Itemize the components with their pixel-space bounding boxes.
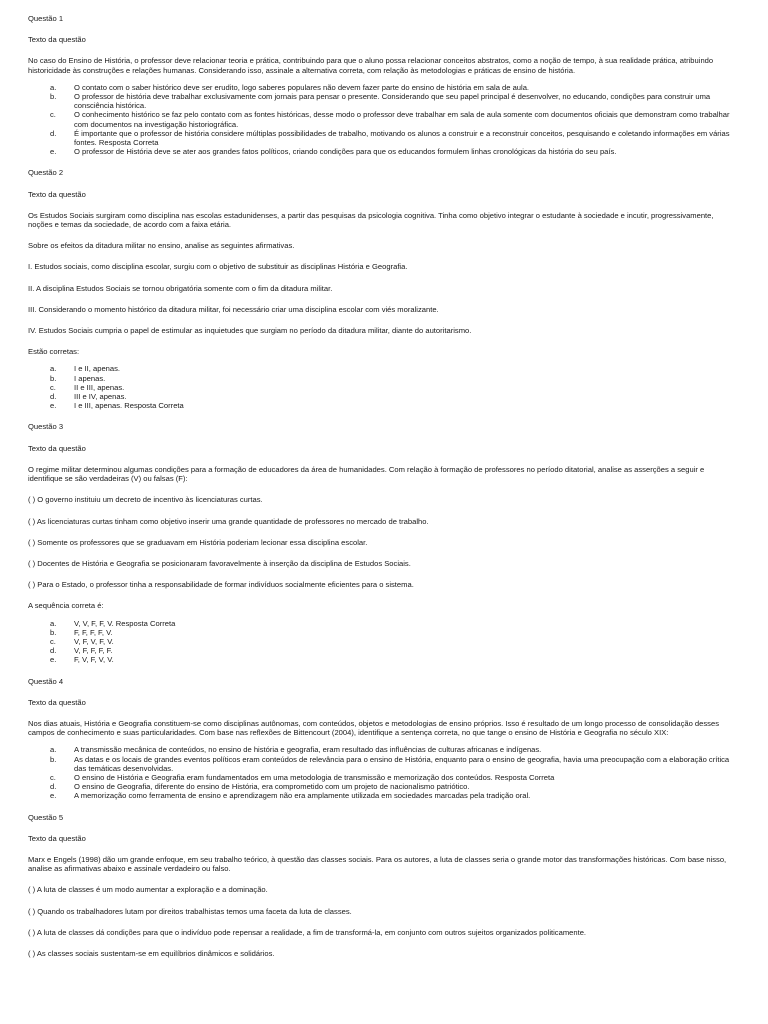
true-false-item: ( ) Quando os trabalhadores lutam por direitos trabalhistas temos uma faceta da luta de classes. — [28, 906, 352, 916]
answer-option — [28, 92, 740, 110]
true-false-item: ( ) Para o Estado, o professor tinha a responsabilidade de formar indivíduos socialmente eficientes para o sistema. — [28, 580, 414, 590]
question-text-label: Texto da questão — [28, 35, 86, 45]
affirmative-item: IV. Estudos Sociais cumpria o papel de estimular as inquietudes que surgiam no período da ditadura militar, diante do autoritarismo. — [28, 326, 472, 336]
option-text: O professor de história deve trabalhar exclusivamente com jornais para pensar o presente. Considerando que seu papel principal é desenvolver, no educando, condições para construir uma consciência histórica. — [74, 92, 711, 111]
option-letter: c. — [50, 110, 56, 120]
answer-option — [28, 147, 740, 156]
answer-options — [28, 745, 740, 800]
answer-option — [28, 773, 740, 782]
question-title: Questão 1 — [28, 14, 64, 23]
true-false-item: ( ) Docentes de História e Geografia se posicionaram favoravelmente à inserção da disciplina de Estudos Sociais. — [28, 558, 411, 568]
option-text: O professor de História deve se ater aos grandes fatos políticos, criando condições para que os educandos formulem linhas cronológicas da história do seu país. — [74, 147, 617, 157]
option-text: A memorização como ferramenta de ensino e aprendizagem não era amplamente utilizada em sociedades marcadas pela tradição oral. — [74, 791, 531, 801]
option-letter: c. — [50, 636, 56, 646]
option-text: A transmissão mecânica de conteúdos, no ensino de história e geografia, eram resultado das influências de culturas africanas e indígenas. — [74, 745, 542, 755]
option-text: I e II, apenas. — [74, 364, 121, 374]
option-letter: d. — [50, 392, 57, 402]
option-text: I e III, apenas. Resposta Correta — [74, 401, 184, 411]
option-text: O contato com o saber histórico deve ser erudito, logo saberes populares não devem fazer parte do ensino de história em sala de aula. — [74, 82, 530, 92]
option-letter: a. — [50, 82, 57, 92]
true-false-item: ( ) A luta de classes é um modo aumentar a exploração e a dominação. — [28, 885, 268, 895]
answer-option — [28, 83, 740, 92]
true-false-item: ( ) As licenciaturas curtas tinham como objetivo inserir uma grande quantidade de professores no mercado de trabalho. — [28, 516, 429, 526]
question-statement: Os Estudos Sociais surgiram como disciplina nas escolas estadunidenses, a partir das pesquisas da psicologia cognitiva. Tinha como objetivo integrar o estudante à sociedade e incutir, progressivamente, noções e temas da sociedade, de acordo com a faixa etária. — [28, 210, 714, 230]
option-letter: b. — [50, 92, 57, 102]
option-letter: a. — [50, 364, 57, 374]
option-text: F, F, F, F, V. — [74, 627, 113, 637]
question-text-label: Texto da questão — [28, 443, 86, 453]
answer-option — [28, 791, 740, 800]
quiz-review-page — [28, 14, 740, 958]
option-text: F, V, F, V, V. — [74, 655, 114, 665]
option-letter: b. — [50, 627, 57, 637]
option-text: É importante que o professor de história considere múltiplas possibilidades de trabalho, motivando os alunos a construir e a reconstruir conceitos, pesquisando e coletando informações em várias fontes. Resposta Correta — [74, 128, 730, 148]
option-text: V, V, F, F, V. Resposta Correta — [74, 618, 176, 628]
question-text-label: Texto da questão — [28, 697, 86, 707]
answer-option — [28, 619, 740, 628]
option-text: II e III, apenas. — [74, 382, 125, 392]
question-title: Questão 3 — [28, 422, 64, 432]
option-letter: a. — [50, 618, 57, 628]
option-text: As datas e os locais de grandes eventos políticos eram conteúdos de relevância para o ensino de História, enquanto para o ensino de geografia, havia uma preocupação com a elaboração crítica das temáticas desenvolvidas. — [74, 754, 730, 773]
option-text: III e IV, apenas. — [74, 392, 127, 402]
answer-option — [28, 745, 740, 754]
option-text: O ensino de Geografia, diferente do ensino de História, era comprometido com um projeto de nacionalismo patriótico. — [74, 782, 470, 792]
answer-option — [28, 110, 740, 128]
option-text: I apenas. — [74, 373, 106, 383]
question-statement: No caso do Ensino de História, o professor deve relacionar teoria e prática, contribuindo para que o aluno possa relacionar conceitos abstratos, como a noção de tempo, à sua realidade prática, atribuindo historicidade às construções e relações humanas. Considerando isso, assinale a alternativa correta, com relação às metodologias e práticas de ensino de história. — [28, 56, 714, 75]
question-3 — [28, 422, 740, 664]
option-text: V, F, V, F, V. — [74, 636, 114, 646]
answer-options — [28, 364, 740, 410]
question-title: Questão 4 — [28, 676, 64, 686]
true-false-item: ( ) A luta de classes dá condições para que o indivíduo pode repensar a realidade, a fim de transformá-la, em conjunto com outros sujeitos organizados politicamente. — [28, 927, 587, 937]
option-letter: c. — [50, 382, 56, 392]
answer-option — [28, 401, 740, 410]
option-letter: d. — [50, 128, 57, 138]
option-text: V, F, F, F, F. — [74, 646, 113, 656]
affirmative-item: I. Estudos sociais, como disciplina escolar, surgiu com o objetivo de substituir as disciplinas História e Geografia. — [28, 262, 408, 272]
answer-options — [28, 83, 740, 157]
option-letter: e. — [50, 791, 57, 801]
true-false-item: ( ) Somente os professores que se graduavam em História poderiam lecionar essa disciplina escolar. — [28, 537, 368, 547]
answer-option — [28, 392, 740, 401]
question-prompt: A sequência correta é: — [28, 601, 104, 611]
question-text-label: Texto da questão — [28, 189, 86, 199]
option-letter: e. — [50, 147, 57, 157]
option-letter: d. — [50, 646, 57, 656]
option-letter: b. — [50, 754, 57, 764]
affirmative-item: II. A disciplina Estudos Sociais se tornou obrigatória somente com o fim da ditadura militar. — [28, 283, 333, 293]
answer-option — [28, 374, 740, 383]
answer-option — [28, 755, 740, 773]
option-text: O ensino de História e Geografia eram fundamentados em uma metodologia de transmissão e memorização dos conteúdos. Resposta Correta — [74, 772, 555, 782]
option-letter: d. — [50, 782, 57, 792]
answer-option — [28, 782, 740, 791]
question-2 — [28, 168, 740, 410]
option-letter: a. — [50, 745, 57, 755]
question-title: Questão 2 — [28, 168, 64, 178]
option-letter: e. — [50, 401, 57, 411]
answer-option — [28, 383, 740, 392]
question-4 — [28, 677, 740, 801]
option-text: O conhecimento histórico se faz pelo contato com as fontes históricas, desse modo o professor deve trabalhar em sala de aula somente com documentos oficiais que demonstram como trabalhar com documentos na investigação historiográfica. — [74, 110, 730, 129]
affirmative-item: III. Considerando o momento histórico da ditadura militar, foi necessário criar uma disciplina escolar com viés moralizante. — [28, 304, 439, 314]
answer-option — [28, 129, 740, 147]
question-title: Questão 5 — [28, 812, 64, 822]
question-statement: Marx e Engels (1998) dão um grande enfoque, em seu trabalho teórico, à questão das classes sociais. Para os autores, a luta de classes seria o grande motor das transformações históricas. Com base nisso, analise as afirmativas abaixo e assinale verdadeiro ou falso. — [28, 854, 727, 874]
question-text-label: Texto da questão — [28, 833, 86, 843]
answer-options — [28, 619, 740, 665]
option-letter: b. — [50, 373, 57, 383]
answer-option — [28, 655, 740, 664]
question-statement: Sobre os efeitos da ditadura militar no ensino, analise as seguintes afirmativas. — [28, 241, 295, 251]
option-letter: c. — [50, 772, 56, 782]
true-false-item: ( ) O governo instituiu um decreto de incentivo às licenciaturas curtas. — [28, 495, 263, 505]
option-letter: e. — [50, 655, 57, 665]
answer-option — [28, 364, 740, 373]
question-prompt: Estão corretas: — [28, 347, 80, 357]
question-statement: O regime militar determinou algumas condições para a formação de educadores da área de humanidades. Com relação à formação de professores no período ditatorial, analise as asserções a seguir e identifique se são verdadeiras (V) ou falsas (F): — [28, 464, 705, 484]
true-false-item: ( ) As classes sociais sustentam-se em equilíbrios dinâmicos e solidários. — [28, 948, 275, 958]
answer-option — [28, 628, 740, 637]
question-statement: Nos dias atuais, História e Geografia constituem-se como disciplinas autônomas, com conteúdos, objetos e metodologias de ensino próprios. Isso é resultado de um longo processo de consolidação desses campos de conhecimento e suas particularidades. Com base nas reflexões de Bittencourt (2004), identifique a sentença correta, no que tange o ensino de História e Geografia no século XIX: — [28, 718, 719, 738]
answer-option — [28, 646, 740, 655]
question-5 — [28, 813, 740, 959]
question-1 — [28, 14, 740, 156]
answer-option — [28, 637, 740, 646]
